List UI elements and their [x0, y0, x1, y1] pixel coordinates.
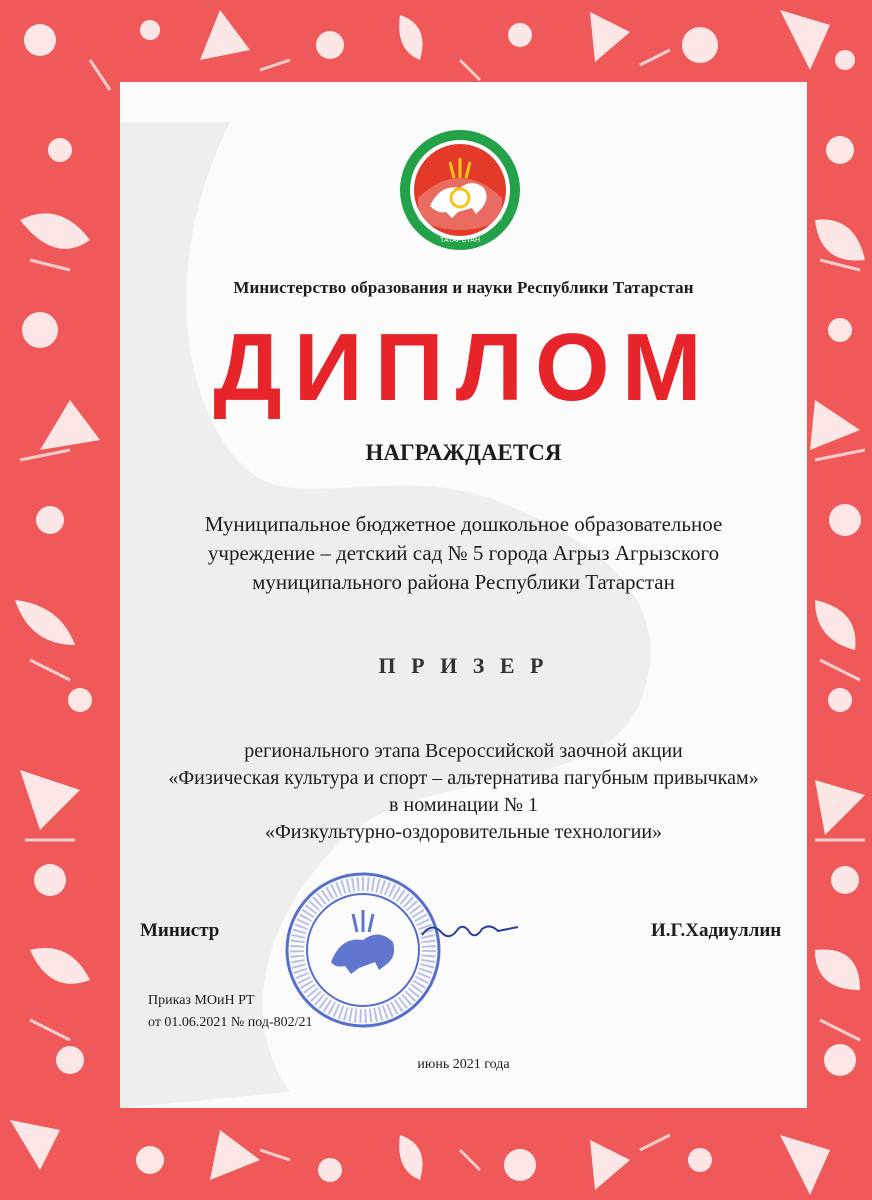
- tatarstan-coat-of-arms-icon: [398, 128, 522, 252]
- diploma-title: ДИПЛОМ: [213, 314, 714, 421]
- minister-label: Министр: [140, 920, 220, 941]
- issue-date: июнь 2021 года: [417, 1057, 510, 1072]
- stage-line: регионального этапа Всероссийской заочной акции: [244, 740, 683, 762]
- order-line: от 01.06.2021 № под-802/21: [148, 1015, 313, 1030]
- recipient-line: Муниципальное бюджетное дошкольное образовательное: [204, 512, 723, 536]
- recipient-line: муниципального района Республики Татарстан: [252, 570, 675, 594]
- stage-block: [120, 738, 807, 846]
- place-heading: П Р И З Е Р: [378, 653, 549, 678]
- stage-line: «Физкультурно-оздоровительные технологии»: [264, 821, 663, 843]
- minister-name: И.Г.Хадиуллин: [651, 920, 782, 941]
- order-reference: [148, 990, 313, 1034]
- ministry-name: Министерство образования и науки Республики Татарстан: [233, 278, 694, 297]
- stage-line: «Физическая культура и спорт – альтернатива пагубным привычкам»: [168, 767, 759, 789]
- order-line: Приказ МОиН РТ: [148, 993, 255, 1008]
- signature-icon: [420, 915, 520, 945]
- recipient-line: учреждение – детский сад № 5 города Агрыз Агрызского: [207, 541, 720, 565]
- stage-line: в номинации № 1: [389, 794, 538, 816]
- svg-text:ТАТАРСТАН: ТАТАРСТАН: [439, 237, 481, 244]
- awarded-heading: НАГРАЖДАЕТСЯ: [365, 440, 562, 465]
- recipient-block: [150, 510, 777, 597]
